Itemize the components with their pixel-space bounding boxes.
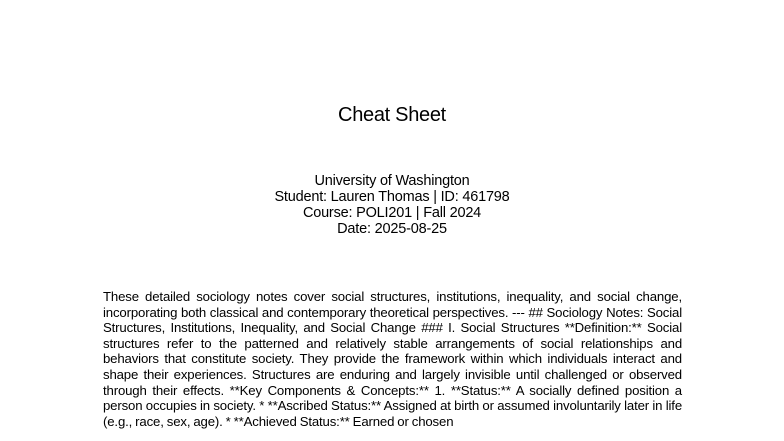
course-line: Course: POLI201 | Fall 2024 [302,205,482,221]
document-title: Cheat Sheet [338,104,446,126]
date-line: Date: 2025-08-25 [337,221,447,237]
institution-line: University of Washington [314,173,470,189]
body-paragraph: These detailed sociology notes cover social structures, institutions, inequality, and social change, incorporating both classical and contemporary theoretical perspectives. --- ## Sociology Notes: Social Structures, Institutions, Inequality, and Social Change ### I. Social Structures **Definition:** Social structures refer to the patterned and relatively stable arrangements of social relationships and behaviors that constitute society. They provide the framework within which individuals interact and shape their experiences. Structures are enduring and largely invisible until challenged or observed through their effects. **Key Components & Concepts:** 1. **Status:** A socially defined position a person occupies in society. * **Ascribed Status:** Assigned at birth or assumed involuntarily later in life (e.g., race, sex, age). * **Achieved Status:** Earned or chosen [103,289,682,429]
student-line: Student: Lauren Thomas | ID: 461798 [274,189,510,205]
document-meta [0,173,784,237]
